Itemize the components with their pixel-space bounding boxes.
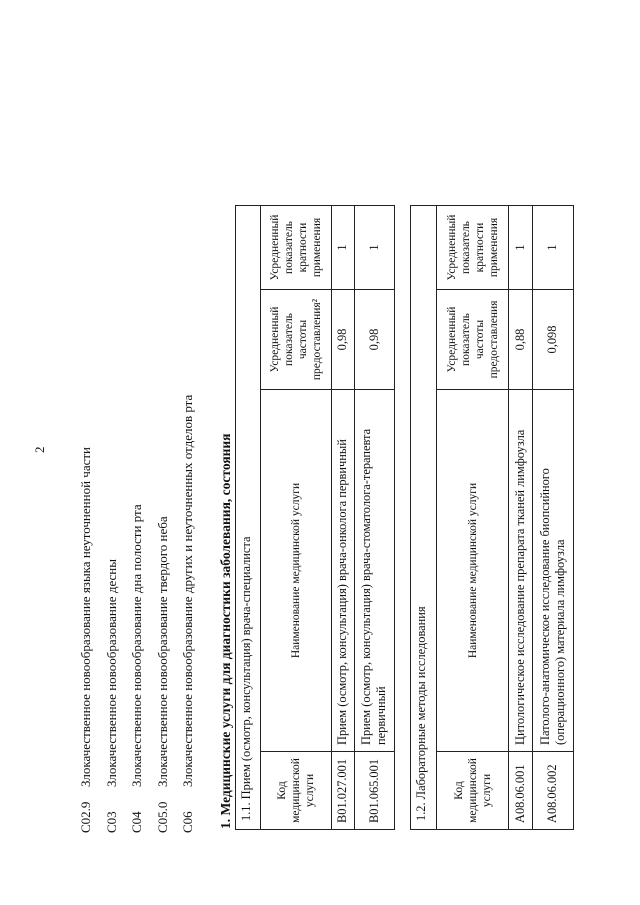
table-header-row (436, 206, 508, 830)
table-row (532, 206, 573, 830)
diagnosis-description: Злокачественное новообразование десны (103, 559, 119, 787)
diagnosis-code: C03 (103, 811, 119, 833)
diagnosis-code-row (150, 395, 176, 833)
table-header-row (261, 206, 331, 830)
column-header: Усредненный показатель частоты предоставления (436, 290, 508, 390)
diagnosis-description: Злокачественное новообразование твердого неба (154, 516, 170, 787)
diagnosis-code: C06 (180, 811, 195, 833)
diagnosis-description: Злокачественное новообразование других и неуточненных отделов рта (180, 394, 195, 787)
frequency-value: 0,98 (354, 290, 394, 390)
service-name: Прием (осмотр, консультация) врача-стоматолога-терапевта первичный (354, 390, 394, 752)
diagnosis-code-row (175, 395, 201, 833)
service-code: B01.027.001 (331, 752, 354, 830)
frequency-value: 0,88 (509, 290, 533, 390)
multiplicity-value: 1 (354, 206, 394, 290)
diagnosis-code: C05.0 (154, 801, 170, 833)
diagnosis-code-row (124, 395, 150, 833)
column-header: Усредненный показатель кратности применения (261, 206, 331, 290)
column-header: Усредненный показатель частоты предоставления² (261, 290, 331, 390)
table-row (331, 206, 354, 830)
diagnosis-code-list (73, 395, 201, 833)
section-heading: 1. Медицинские услуги для диагностики заболевания, состояния (218, 433, 233, 829)
subsection-title: 1.2. Лабораторные методы исследования (411, 206, 437, 830)
diagnosis-code-row (99, 395, 125, 833)
diagnosis-description: Злокачественное новообразование языка неуточненной части (78, 447, 93, 787)
multiplicity-value: 1 (331, 206, 354, 290)
consultation-services-table (235, 205, 395, 830)
diagnosis-description: Злокачественное новообразование дна полости рта (129, 504, 144, 787)
frequency-value: 0,98 (331, 290, 354, 390)
page-number: 2 (32, 446, 47, 453)
service-code: A08.06.001 (509, 752, 533, 830)
table-row (509, 206, 533, 830)
column-header: Усредненный показатель кратности применения (436, 206, 508, 290)
diagnosis-code: C02.9 (78, 801, 93, 833)
table-row (354, 206, 394, 830)
service-code: A08.06.002 (532, 752, 573, 830)
column-header: Код медицинской услуги (436, 752, 508, 830)
multiplicity-value: 1 (532, 206, 573, 290)
column-header: Код медицинской услуги (261, 752, 331, 830)
service-name: Прием (осмотр, консультация) врача-онколога первичный (331, 390, 354, 752)
service-name: Цитологическое исследование препарата тканей лимфоузла (509, 390, 533, 752)
multiplicity-value: 1 (509, 206, 533, 290)
service-code: B01.065.001 (354, 752, 394, 830)
subsection-title: 1.1. Прием (осмотр, консультация) врача-специалиста (236, 206, 261, 830)
column-header: Наименование медицинской услуги (261, 390, 331, 752)
service-name: Патолого-анатомическое исследование биопсийного (операционного) материала лимфоузла (532, 390, 573, 752)
diagnosis-code-row (73, 395, 99, 833)
laboratory-methods-table (410, 205, 574, 830)
column-header: Наименование медицинской услуги (436, 390, 508, 752)
diagnosis-code: C04 (129, 811, 144, 833)
frequency-value: 0,098 (532, 290, 573, 390)
